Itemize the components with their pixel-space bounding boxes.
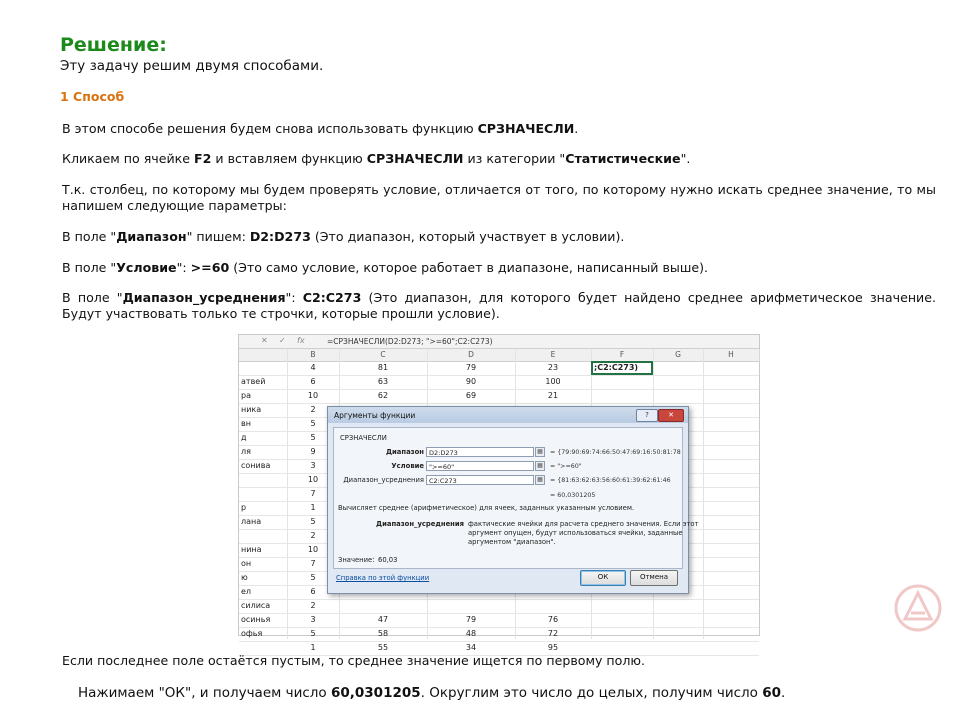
formula-text[interactable]: =СРЗНАЧЕСЛИ(D2:D273; ">=60";C2:C273) (327, 337, 493, 346)
watermark-logo-icon (893, 583, 943, 633)
table-cell[interactable]: 3 (310, 615, 316, 624)
table-cell[interactable]: 5 (310, 433, 316, 442)
table-cell[interactable]: 47 (377, 615, 389, 624)
table-cell[interactable]: 7 (310, 559, 316, 568)
table-cell[interactable]: 5 (310, 419, 316, 428)
help-button[interactable]: ? (636, 409, 658, 422)
table-cell[interactable]: 79 (465, 363, 477, 372)
column-header[interactable]: G (653, 349, 704, 362)
table-cell[interactable]: 6 (310, 587, 316, 596)
solution-subtitle: Эту задачу решим двумя способами. (60, 58, 324, 74)
function-help-link[interactable]: Справка по этой функции (336, 574, 430, 582)
value-label: Значение: (338, 556, 375, 564)
table-cell[interactable]: 100 (545, 377, 561, 386)
field-label-average-range: Диапазон_усреднения (343, 476, 424, 484)
table-cell[interactable]: 55 (377, 643, 389, 652)
column-header[interactable]: B (287, 349, 340, 362)
table-cell[interactable]: 3 (310, 461, 316, 470)
argument-description: фактические ячейки для расчета среднего значения. Если этот (468, 520, 699, 528)
collapse-dialog-icon[interactable]: ▦ (535, 447, 545, 457)
table-cell[interactable]: 5 (310, 517, 316, 526)
table-cell[interactable]: 90 (465, 377, 477, 386)
table-cell[interactable] (241, 473, 285, 487)
table-cell[interactable]: 79 (465, 615, 477, 624)
argument-description: аргумент опущен, будут использоваться ячейки, заданные (468, 529, 683, 537)
column-header[interactable]: E (515, 349, 592, 362)
paragraph-4: В поле "Диапазон" пишем: D2:D273 (Это диапазон, который участвует в условии). (62, 229, 625, 244)
criteria-result: = ">=60" (550, 463, 582, 470)
table-cell[interactable]: ника (241, 405, 262, 414)
solution-heading: Решение: (60, 34, 167, 56)
function-name: СРЗНАЧЕСЛИ (340, 434, 387, 442)
paragraph-3: Т.к. столбец, по которому мы будем проверять условие, отличается от того, по которому нужно искать среднее значение, то мы напишем следующие параметры: (62, 182, 936, 213)
table-cell[interactable] (339, 599, 427, 613)
active-cell-f2[interactable]: ;C2:C273) (591, 361, 653, 375)
table-cell[interactable]: 69 (465, 391, 477, 400)
table-cell[interactable]: лана (241, 517, 262, 526)
paragraph-8: Нажимаем "ОК", и получаем число 60,0301205. Округлим это число до целых, получим число 60. (78, 685, 786, 701)
table-row (239, 375, 759, 390)
table-cell[interactable]: ра (241, 391, 251, 400)
table-row (239, 613, 759, 628)
argument-description: аргументом "диапазон". (468, 538, 556, 546)
method-title: 1 Способ (60, 89, 125, 104)
dialog-title: Аргументы функции (334, 411, 416, 420)
function-description: Вычисляет среднее (арифметическое) для ячеек, заданных указанным условием. (338, 504, 635, 512)
arguments-group (333, 427, 699, 569)
table-row (239, 599, 759, 614)
table-cell[interactable] (241, 361, 285, 375)
value-readout: 60,03 (378, 556, 398, 564)
table-cell[interactable]: ю (241, 573, 248, 582)
table-cell[interactable]: 58 (377, 629, 389, 638)
range-input[interactable]: D2:D273 (426, 447, 534, 457)
table-cell[interactable]: 76 (547, 615, 559, 624)
average-range-result: = {81:63:62:63:56:60:61:39:62:61:46 (550, 477, 671, 484)
column-header[interactable]: H (703, 349, 760, 362)
table-cell[interactable]: он (241, 559, 252, 568)
table-cell[interactable]: 10 (307, 391, 319, 400)
table-cell[interactable]: 2 (310, 531, 316, 540)
table-cell[interactable]: 4 (310, 363, 316, 372)
paragraph-2: Кликаем по ячейке F2 и вставляем функцию СРЗНАЧЕСЛИ из категории "Статистические". (62, 151, 691, 166)
function-icon[interactable]: fx (297, 336, 305, 345)
table-cell[interactable]: 2 (310, 601, 316, 610)
table-cell[interactable]: 81 (377, 363, 389, 372)
table-cell[interactable] (241, 487, 285, 501)
collapse-dialog-icon[interactable]: ▦ (535, 475, 545, 485)
argument-name: Диапазон_усреднения (376, 520, 464, 528)
table-cell[interactable]: 5 (310, 629, 316, 638)
table-cell[interactable]: 9 (310, 447, 316, 456)
table-cell[interactable]: ел (241, 587, 252, 596)
column-header[interactable]: F (591, 349, 654, 362)
function-arguments-dialog (327, 406, 699, 594)
table-cell[interactable]: ля (241, 447, 251, 456)
table-row (239, 627, 759, 642)
table-cell[interactable]: 62 (377, 391, 389, 400)
table-cell[interactable]: д (241, 433, 247, 442)
table-cell[interactable]: 1 (310, 503, 316, 512)
table-cell[interactable]: сонива (241, 461, 271, 470)
table-cell[interactable]: 34 (465, 643, 477, 652)
table-cell[interactable]: атвей (241, 377, 266, 386)
table-cell[interactable] (427, 599, 515, 613)
cancel-icon[interactable]: ✕ (261, 336, 268, 345)
table-cell[interactable] (241, 529, 285, 543)
column-header[interactable]: C (339, 349, 428, 362)
table-cell[interactable]: офья (241, 629, 263, 638)
average-range-input[interactable]: C2:C273 (426, 475, 534, 485)
table-cell[interactable]: вн (241, 419, 251, 428)
paragraph-6: В поле "Диапазон_усреднения": C2:C273 (Это диапазон, для которого будет найдено среднее арифметическое значение. Будут участвовать только те строчки, которые прошли условие). (62, 290, 936, 321)
formula-bar (239, 335, 759, 349)
field-label-range: Диапазон (385, 448, 424, 456)
dialog-titlebar[interactable] (328, 407, 688, 423)
close-button[interactable]: ✕ (658, 409, 684, 422)
range-result: = {79:90:69:74:66:50:47:69:16:50:81:78 (550, 449, 681, 456)
paragraph-7: Если последнее поле остаётся пустым, то среднее значение ищется по первому полю. (62, 653, 646, 668)
table-cell[interactable]: 2 (310, 405, 316, 414)
paragraph-1: В этом способе решения будем снова использовать функцию СРЗНАЧЕСЛИ. (62, 121, 579, 136)
cancel-button[interactable]: Отмена (630, 570, 678, 586)
table-cell[interactable] (515, 599, 591, 613)
table-cell[interactable]: 7 (310, 489, 316, 498)
table-cell[interactable]: осинья (241, 615, 271, 624)
column-header[interactable]: D (427, 349, 516, 362)
table-cell[interactable]: силиса (241, 601, 271, 610)
paragraph-5: В поле "Условие": >=60 (Это само условие, которое работает в диапазоне, написанный выше). (62, 260, 709, 275)
table-row (239, 389, 759, 404)
table-cell[interactable]: нина (241, 545, 262, 554)
ok-button[interactable]: ОК (580, 570, 626, 586)
table-cell[interactable]: 95 (547, 643, 559, 652)
table-cell[interactable]: р (241, 503, 247, 512)
collapse-dialog-icon[interactable]: ▦ (535, 461, 545, 471)
table-cell[interactable]: 48 (465, 629, 477, 638)
table-cell[interactable]: 1 (310, 643, 316, 652)
table-cell[interactable]: 10 (307, 545, 319, 554)
table-cell[interactable]: 21 (547, 391, 559, 400)
criteria-input[interactable]: ">=60" (426, 461, 534, 471)
table-cell[interactable]: 5 (310, 573, 316, 582)
table-cell[interactable]: 6 (310, 377, 316, 386)
table-cell[interactable]: 10 (307, 475, 319, 484)
table-row (239, 361, 759, 376)
table-cell[interactable]: 23 (547, 363, 559, 372)
table-cell[interactable]: 63 (377, 377, 389, 386)
table-cell[interactable]: 72 (547, 629, 559, 638)
confirm-icon[interactable]: ✓ (279, 336, 286, 345)
field-label-criteria: Условие (391, 462, 424, 470)
function-total: = 60,0301205 (550, 492, 596, 499)
